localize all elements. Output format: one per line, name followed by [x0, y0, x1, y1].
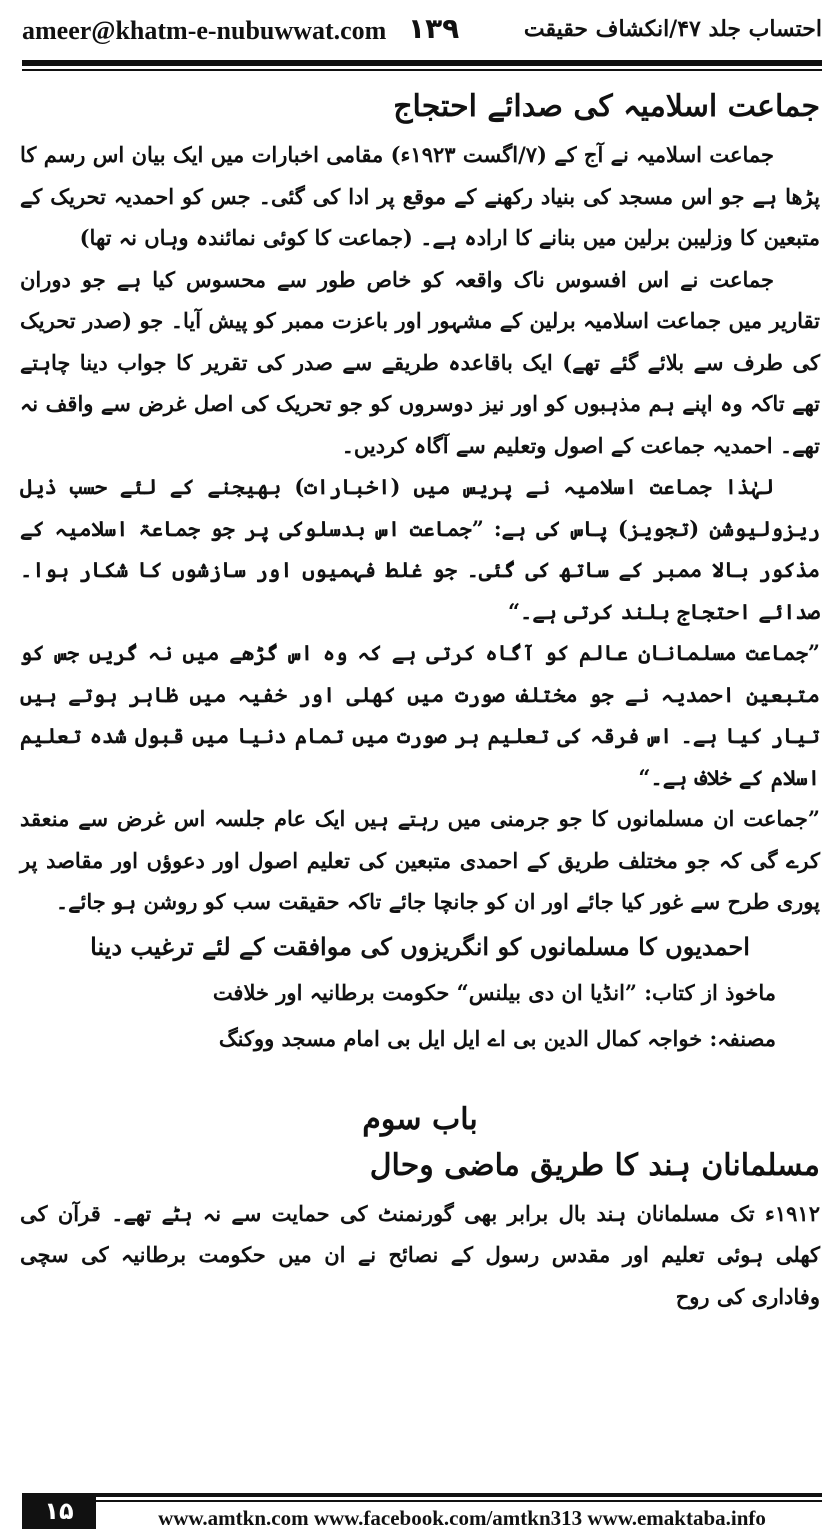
section-heading-protest: جماعت اسلامیہ کی صدائے احتجاج [393, 89, 820, 124]
header-running-title: احتساب جلد ۴۷/انکشاف حقیقت [523, 16, 822, 42]
paragraph-1: جماعت اسلامیہ نے آج کے (۷/اگست ۱۹۲۳ء) مقامی اخبارات میں ایک بیان اس رسم کا پڑھا ہے جو اس مسجد کی بنیاد رکھنے کے موقع پر ادا کی گئی۔ جس کو احمدیہ تحریک کے متبعین کا وزلیبن برلین میں بنانے کا ارادہ ہے۔ (جماعت کا کوئی نمائندہ وہاں نہ تھا) [20, 142, 820, 250]
header-page-number: ۱۳۹ [408, 12, 460, 45]
source-book: ماخوذ از کتاب: ”انڈیا ان دی بیلنس“ حکومت برطانیہ اور خلافت [212, 979, 776, 1005]
subheading-centered: احمدیوں کا مسلمانوں کو انگریزوں کی موافقت کے لئے ترغیب دینا [90, 931, 750, 961]
chapter-title: باب سوم [362, 1101, 478, 1137]
footer-urls: www.amtkn.com www.facebook.com/amtkn313 www.emaktaba.info [158, 1506, 766, 1530]
header-rule-thick [22, 60, 822, 66]
footer-rule-thin [96, 1500, 822, 1502]
paragraph-4: ”جماعت مسلمانان عالم کو آگاہ کرتی ہے کہ وہ اس گڑھے میں نہ گریں جس کو متبعین احمدیہ نے جو مختلف صورت میں کھلی اور خفیہ میں ظاہر ہوتے ہیں تیار کیا ہے۔ اس فرقہ کی تعلیم ہر صورت میں تمام دنیا میں قبول شدہ تعلیم اسلام کے خلاف ہے۔“ [20, 640, 820, 790]
paragraph-3: لہٰذا جماعت اسلامیہ نے پریس میں (اخبارات) بھیجنے کے لئے حسب ذیل ریزولیوشن (تجویز) پاس کی ہے: ”جماعت اس بدسلوکی پر جو جماعۃ اسلامیہ کے مذکور بالا ممبر کے ساتھ کی گئی۔ جو غلط فہمیوں اور سازشوں کا شکار ہوا۔ صدائے احتجاج بلند کرتی ہے۔“ [20, 474, 820, 624]
header-rule-thin [22, 69, 822, 71]
source-author: مصنفہ: خواجہ کمال الدین بی اے ایل ایل بی امام مسجد ووکنگ [218, 1025, 776, 1051]
paragraph-2: جماعت نے اس افسوس ناک واقعہ کو خاص طور سے محسوس کیا ہے جو دوران تقاریر میں جماعت اسلامیہ برلین کے مشہور اور باعزت ممبر کو پیش آیا۔ جو (صدر تحریک کی طرف سے بلائے گئے تھے) ایک باقاعدہ طریقے سے صدر کی تقریر کا جواب دینا چاہتے تھے تاکہ وہ اپنے ہم مذہبوں کو اور نیز دوسروں کو جو تحریک کی اصل غرض سے واقف نہ تھے۔ احمدیہ جماعت کے اصول وتعلیم سے آگاہ کردیں۔ [20, 266, 820, 458]
footer-rule-thick [96, 1493, 822, 1497]
header-email: ameer@khatm-e-nubuwwat.com [22, 16, 387, 45]
footer-page-number: ۱۵ [22, 1493, 96, 1529]
paragraph-6: ۱۹۱۲ء تک مسلمانان ہند بال برابر بھی گورنمنٹ کی حمایت سے نہ ہٹے تھے۔ قرآن کی کھلی ہوئی تعلیم اور مقدس رسول کے نصائح نے ان میں حکومت برطانیہ کی سچی وفاداری کی روح [20, 1200, 820, 1309]
page-header [22, 10, 822, 56]
page-body [20, 82, 820, 1317]
paragraph-5: ”جماعت ان مسلمانوں کا جو جرمنی میں رہتے ہیں ایک عام جلسہ اس غرض سے منعقد کرے گی کہ جو مختلف طریق کے احمدی متبعین کی تعلیم اصول اور دعوؤں اور مقاصد پر پوری طرح سے غور کیا جائے اور ان کو جانچا جائے تاکہ حقیقت سب کو روشن ہو جائے۔ [20, 806, 820, 914]
section-heading-muslims: مسلمانان ہند کا طریق ماضی وحال [369, 1147, 820, 1183]
